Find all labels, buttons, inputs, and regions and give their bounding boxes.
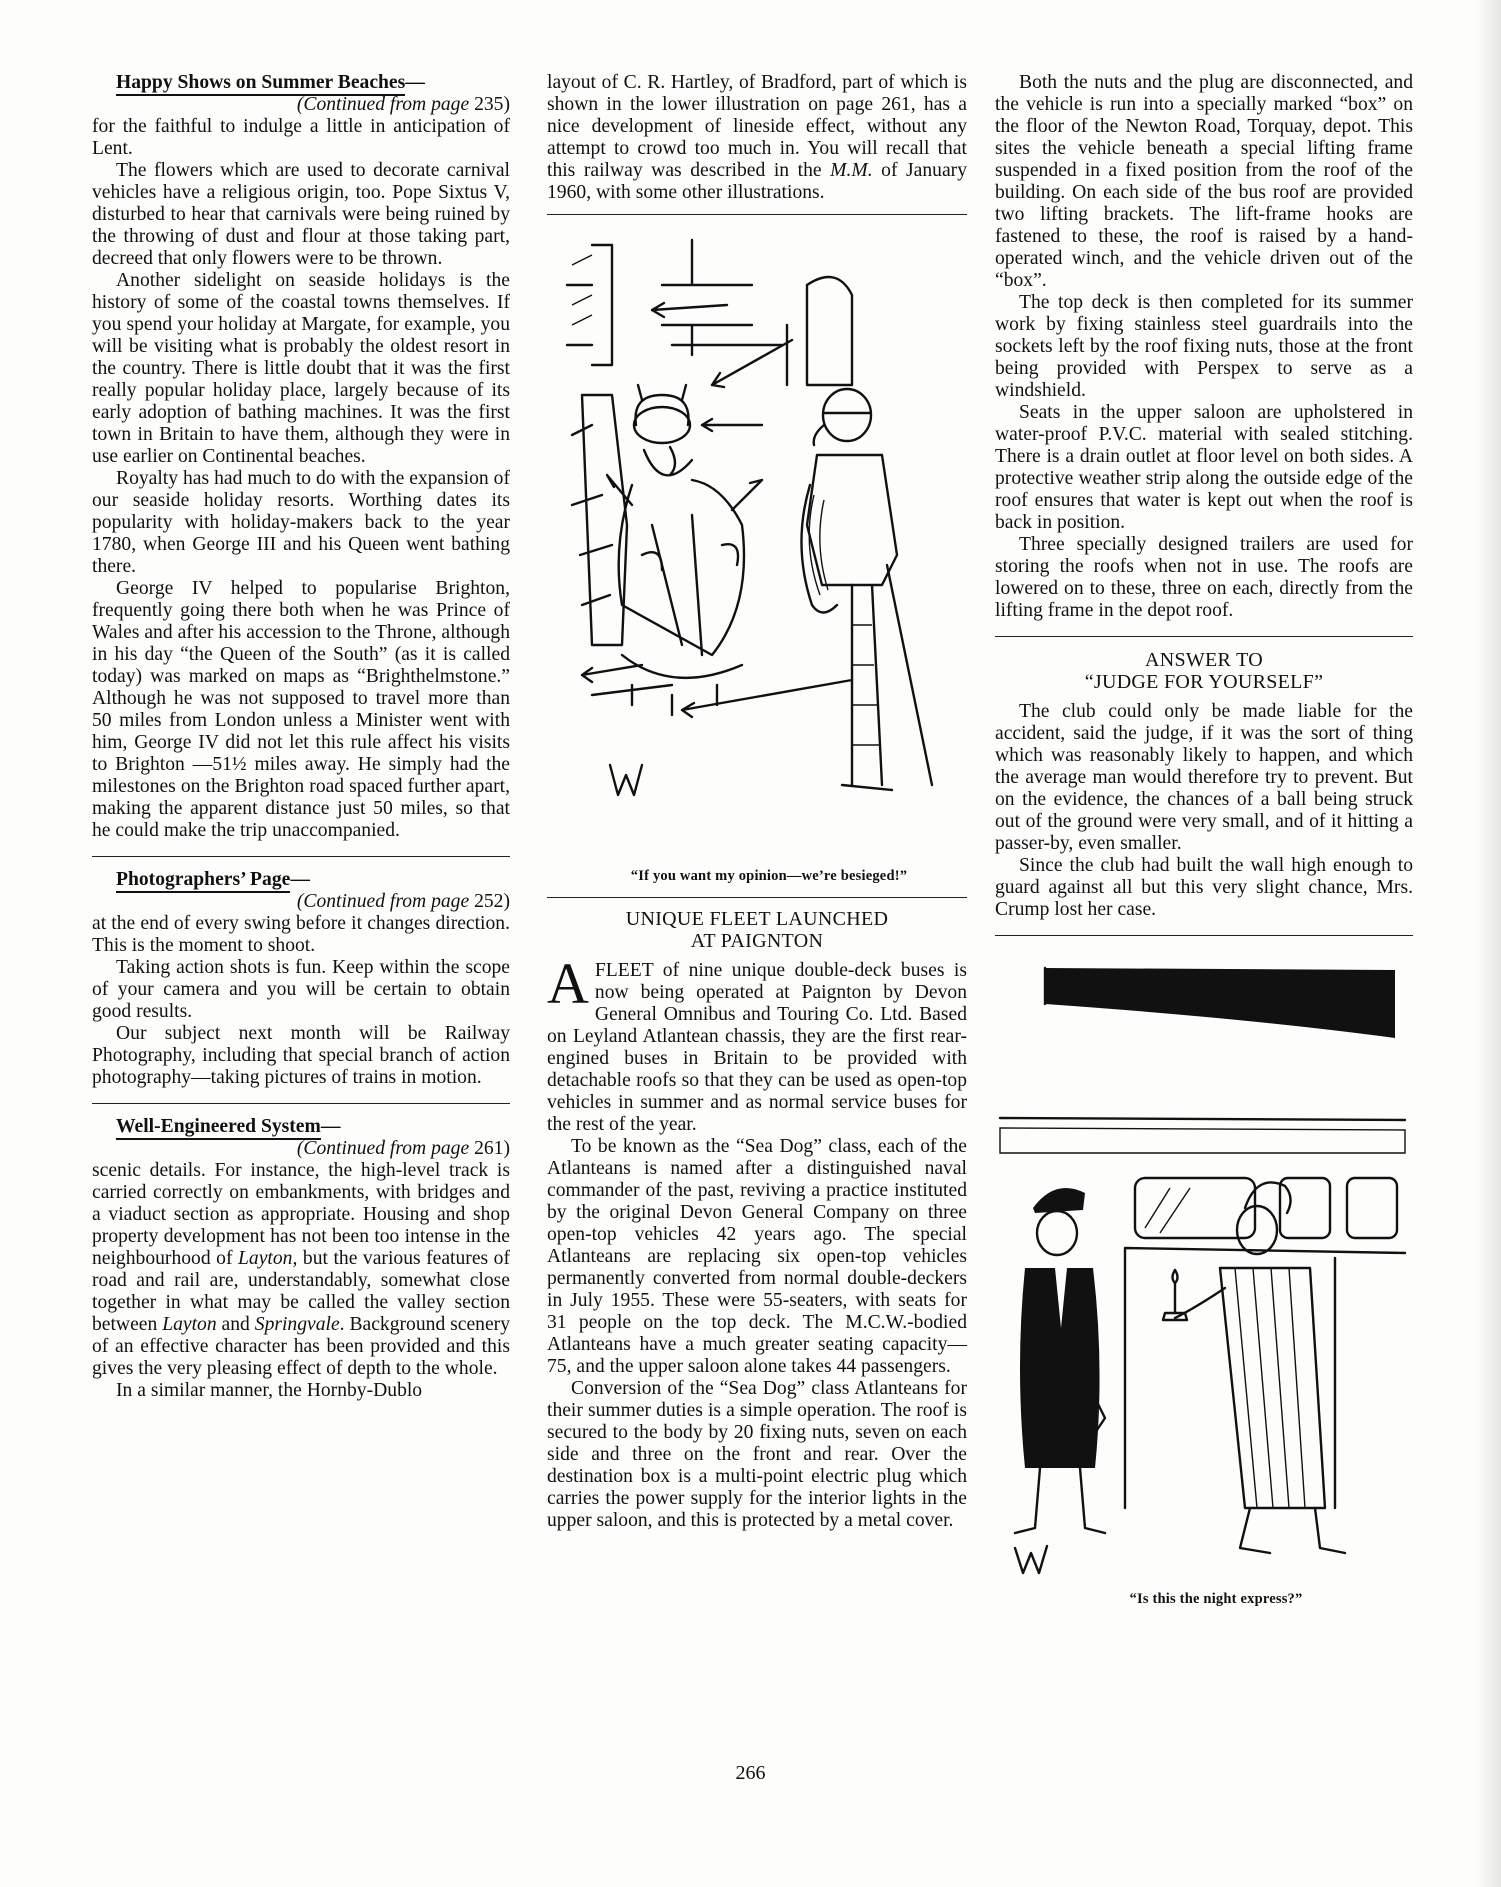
paragraph: In a similar manner, the Hornby-Dublo [116,1380,423,1401]
section-divider [92,1103,510,1104]
article-heading-answer: ANSWER TO “JUDGE FOR YOURSELF” [1084,649,1324,693]
section-title-well-engineered: Well-Engineered System— [92,1116,510,1138]
continued-note: (Continued from page 261) [296,1138,510,1159]
cartoon-besieged-illustration [552,225,962,865]
paragraph: George IV helped to popularise Brighton, frequently going there both when he was Prince of Wales and after his accession to the Throne, although in his day “the Queen of the South” (as it is called today) was marked on maps as “Brighthelmstone.” Although he was not supposed to travel more than 50 miles from London unless a Minister went with him, George IV did not let this rule affect his visits to Brighton —51½ miles away. He simply had the milestones on the Brighton road spaced further apart, making the apparent distance just 50 miles, so that he could make the trip unaccompanied. [92,578,510,841]
cartoon-night-express-illustration [995,948,1413,1588]
article-body [547,951,967,1532]
column-right [995,72,1413,1610]
section-divider [92,856,510,857]
paragraph: Conversion of the “Sea Dog” class Atlanteans for their summer duties is a simple operation. The roof is secured to the body by 20 fixing nuts, seven on each side and three on the front and rear. Over the destination box is a multi-point electric plug which carries the power supply for the interior lights in the upper saloon, and this is protected by a metal cover. [547,1378,967,1531]
section-divider [547,897,967,898]
paragraph: Our subject next month will be Railway Photography, including that special branch of action photography—taking pictures of trains in motion. [92,1023,510,1088]
drop-cap: A [547,951,589,1016]
paragraph: layout of C. R. Hartley, of Bradford, part of which is shown in the lower illustration on page 261, has a nice development of lineside effect, without any attempt to crowd too much in. You will recall that this railway was described in the M.M. of January 1960, with some other illustrations. [547,72,967,203]
page-edge-shadow [1475,0,1501,1887]
paragraph: The club could only be made liable for the accident, said the judge, if it was the sort of thing which was reasonably likely to happen, and which the average man would therefore try to prevent. But on the evidence, the chances of a ball being struck out of the ground were very small, and of it hitting a passer-by, even smaller. [995,701,1413,854]
paragraph: for the faithful to indulge a little in anticipation of Lent. [92,116,510,159]
paragraph: Since the club had built the wall high enough to guard against all but this very slight chance, Mrs. Crump lost her case. [995,855,1413,920]
paragraph: AFLEET of nine unique double-deck buses is now being operated at Paignton by Devon General Omnibus and Touring Co. Ltd. Based on Leyland Atlantean chassis, they are the first rear-engined buses in Britain to be provided with detachable roofs so that they can be used as open-top vehicles in summer and as normal service buses for the rest of the year. [547,951,967,1135]
section-divider [547,214,967,215]
cartoon-besieged [547,225,967,887]
article-heading-unique-fleet: UNIQUE FLEET LAUNCHED AT PAIGNTON [625,908,889,952]
page-number: 266 [735,1762,766,1784]
paragraph: The flowers which are used to decorate carnival vehicles have a religious origin, too. Pope Sixtus V, disturbed to hear that carnivals were being ruined by the throwing of dust and flour at those taking part, decreed that only flowers were to be thrown. [92,160,510,269]
section-title-photographers-page: Photographers’ Page— [92,869,510,891]
section-title-happy-shows: Happy Shows on Summer Beaches— [92,72,510,94]
paragraph: The top deck is then completed for its summer work by fixing stainless steel guardrails into the sockets left by the roof fixing nuts, those at the front being provided with Perspex to serve as a windshield. [995,292,1413,401]
section-divider [995,636,1413,637]
paragraph: Both the nuts and the plug are disconnected, and the vehicle is run into a specially marked “box” on the floor of the Newton Road, Torquay, depot. This sites the vehicle beneath a special lifting frame suspended in a fixed position from the roof of the building. On each side of the bus roof are provided two lifting brackets. The lift-frame hooks are fastened to these, the roof is raised by a hand-operated winch, and the vehicle driven out of the “box”. [995,72,1413,291]
column-middle [547,72,967,1532]
paragraph: Seats in the upper saloon are upholstered in water-proof P.V.C. material with sealed stitching. There is a drain outlet at floor level on both sides. A protective weather strip along the outside edge of the roof ensures that water is kept out when the roof is back in position. [995,402,1413,533]
continued-note: (Continued from page 235) [296,94,510,115]
paragraph: Another sidelight on seaside holidays is the history of some of the coastal towns themselves. If you spend your holiday at Margate, for example, you will be visiting what is probably the oldest resort in the country. There is little doubt that it was the first really popular holiday place, largely because of its early adoption of bathing machines. It was the first town in Britain to have them, although they were in use earlier on Continental beaches. [92,270,510,467]
section-divider [995,935,1413,936]
column-left [92,72,510,1402]
continued-note: (Continued from page 252) [296,891,510,912]
cartoon-caption: “If you want my opinion—we’re besieged!” [630,868,908,884]
paragraph: scenic details. For instance, the high-level track is carried correctly on embankments, with bridges and a viaduct section as appropriate. Housing and shop property development has not been too intense in the neighbourhood of Layton, but the various features of road and rail are, understandably, somewhat close together in what may be called the valley section between Layton and Springvale. Background scenery of an effective character has been provided and this gives the very pleasing effect of depth to the whole. [92,1160,511,1379]
paragraph: Three specially designed trailers are used for storing the roofs when not in use. The roofs are lowered on to these, three on each, directly from the lifting frame in the depot roof. [995,534,1413,621]
cartoon-caption: “Is this the night express?” [1129,1591,1303,1607]
paragraph: Royalty has had much to do with the expansion of our seaside holiday resorts. Worthing dates its popularity with holiday-makers back to the year 1780, when George III and his Queen went bathing there. [92,468,510,577]
paragraph: To be known as the “Sea Dog” class, each of the Atlanteans is named after a distinguished naval commander of the past, reviving a practice instituted by the original Devon General Company on three open-top vehicles 42 years ago. The special Atlanteans are replacing six open-top vehicles permanently converted from normal double-deckers in July 1955. These were 55-seaters, with seats for 31 people on the top deck. The M.C.W.-bodied Atlanteans have a much greater seating capacity—75, and the upper saloon alone takes 44 passengers. [547,1136,967,1377]
paragraph: Taking action shots is fun. Keep within the scope of your camera and you will be certain to obtain good results. [92,957,510,1022]
cartoon-night-express [995,948,1413,1610]
paragraph: at the end of every swing before it changes direction. This is the moment to shoot. [92,913,510,956]
